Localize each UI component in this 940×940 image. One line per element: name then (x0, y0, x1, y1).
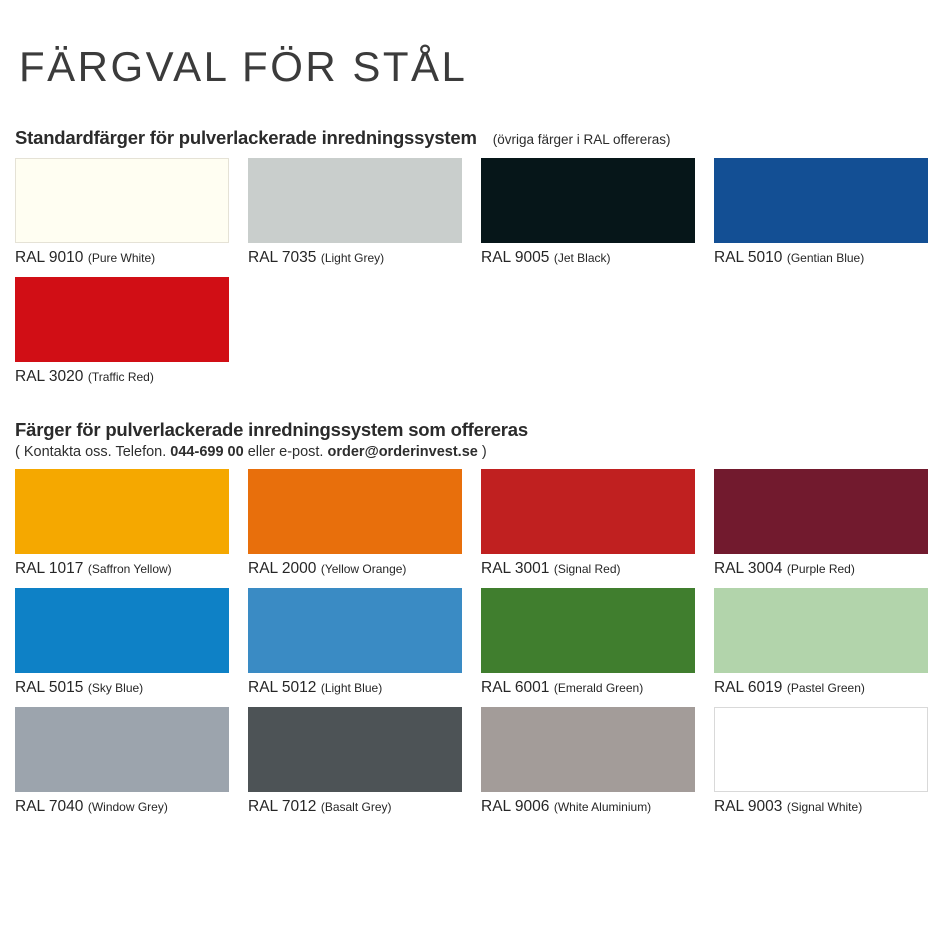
swatch-ral-9010 (15, 158, 229, 267)
section-offered-header (15, 419, 926, 441)
ral-code: RAL 1017 (15, 560, 84, 578)
contact-middle: eller e-post. (243, 444, 328, 461)
ral-color-name: (Sky Blue) (87, 681, 144, 696)
color-swatch-ral-9003 (714, 707, 928, 792)
section-standard-note: (övriga färger i RAL offereras) (492, 132, 671, 148)
swatch-ral-5015 (15, 588, 229, 697)
swatch-label (248, 679, 462, 697)
page-title: FÄRGVAL FÖR STÅL (19, 43, 468, 90)
swatch-ral-3020 (15, 277, 229, 386)
ral-color-name: (Window Grey) (87, 800, 168, 815)
swatch-label (15, 679, 229, 697)
swatch-label (248, 560, 462, 578)
color-swatch-ral-2000 (248, 469, 462, 554)
swatch-label (714, 798, 928, 816)
contact-prefix: ( Kontakta oss. Telefon. (15, 444, 171, 461)
ral-color-name: (Light Blue) (320, 681, 383, 696)
swatch-label (714, 249, 928, 267)
contact-email: order@orderinvest.se (327, 444, 478, 461)
swatch-ral-6001 (481, 588, 695, 697)
ral-color-name: (Purple Red) (786, 562, 855, 577)
swatch-ral-6019 (714, 588, 928, 697)
ral-color-name: (Gentian Blue) (786, 251, 865, 266)
offered-swatch-grid (15, 469, 926, 816)
swatch-label (481, 560, 695, 578)
swatch-ral-7040 (15, 707, 229, 816)
color-swatch-ral-9005 (481, 158, 695, 243)
swatch-label (15, 249, 229, 267)
ral-color-name: (Jet Black) (553, 251, 611, 266)
ral-code: RAL 2000 (248, 560, 317, 578)
ral-color-name: (Pure White) (87, 251, 156, 266)
color-swatch-ral-6019 (714, 588, 928, 673)
color-swatch-ral-3001 (481, 469, 695, 554)
section-standard-heading: Standardfärger för pulverlackerade inredningssystem (15, 127, 477, 149)
ral-color-name: (Light Grey) (320, 251, 385, 266)
color-swatch-ral-7012 (248, 707, 462, 792)
ral-color-name: (Signal White) (786, 800, 863, 815)
standard-swatch-grid (15, 158, 926, 386)
color-swatch-ral-3020 (15, 277, 229, 362)
ral-color-name: (Saffron Yellow) (87, 562, 172, 577)
color-swatch-ral-3004 (714, 469, 928, 554)
swatch-label (15, 560, 229, 578)
ral-code: RAL 9003 (714, 798, 783, 816)
swatch-ral-1017 (15, 469, 229, 578)
color-swatch-ral-7035 (248, 158, 462, 243)
color-swatch-ral-7040 (15, 707, 229, 792)
swatch-ral-9003 (714, 707, 928, 816)
ral-color-name: (Traffic Red) (87, 370, 154, 385)
color-swatch-ral-9010 (15, 158, 229, 243)
swatch-label (714, 679, 928, 697)
contact-line (15, 444, 926, 460)
color-swatch-ral-6001 (481, 588, 695, 673)
swatch-label (15, 798, 229, 816)
color-swatch-ral-5010 (714, 158, 928, 243)
swatch-label (248, 798, 462, 816)
ral-color-name: (Yellow Orange) (320, 562, 407, 577)
section-offered-heading: Färger för pulverlackerade inredningssystem som offereras (15, 419, 528, 441)
swatch-ral-2000 (248, 469, 462, 578)
swatch-label (481, 798, 695, 816)
ral-color-name: (Basalt Grey) (320, 800, 392, 815)
color-swatch-ral-5012 (248, 588, 462, 673)
swatch-label (714, 560, 928, 578)
ral-code: RAL 6019 (714, 679, 783, 697)
swatch-ral-7012 (248, 707, 462, 816)
ral-code: RAL 3001 (481, 560, 550, 578)
swatch-ral-5012 (248, 588, 462, 697)
ral-code: RAL 9006 (481, 798, 550, 816)
swatch-ral-3001 (481, 469, 695, 578)
swatch-ral-7035 (248, 158, 462, 267)
swatch-ral-5010 (714, 158, 928, 267)
swatch-ral-9006 (481, 707, 695, 816)
ral-code: RAL 9005 (481, 249, 550, 267)
color-swatch-ral-9006 (481, 707, 695, 792)
ral-code: RAL 7035 (248, 249, 317, 267)
ral-color-name: (Pastel Green) (786, 681, 865, 696)
ral-code: RAL 5015 (15, 679, 84, 697)
color-swatch-ral-1017 (15, 469, 229, 554)
ral-code: RAL 6001 (481, 679, 550, 697)
ral-code: RAL 7012 (248, 798, 317, 816)
swatch-label (15, 368, 229, 386)
swatch-label (481, 679, 695, 697)
ral-color-name: (Signal Red) (553, 562, 621, 577)
ral-code: RAL 5010 (714, 249, 783, 267)
contact-suffix: ) (477, 444, 487, 461)
swatch-ral-3004 (714, 469, 928, 578)
ral-code: RAL 3004 (714, 560, 783, 578)
ral-code: RAL 5012 (248, 679, 317, 697)
ral-code: RAL 3020 (15, 368, 84, 386)
swatch-label (481, 249, 695, 267)
swatch-label (248, 249, 462, 267)
ral-code: RAL 9010 (15, 249, 84, 267)
ral-code: RAL 7040 (15, 798, 84, 816)
section-standard-header (15, 127, 926, 149)
contact-phone: 044-699 00 (170, 444, 244, 461)
ral-color-name: (White Aluminium) (553, 800, 652, 815)
swatch-ral-9005 (481, 158, 695, 267)
color-swatch-ral-5015 (15, 588, 229, 673)
ral-color-name: (Emerald Green) (553, 681, 644, 696)
